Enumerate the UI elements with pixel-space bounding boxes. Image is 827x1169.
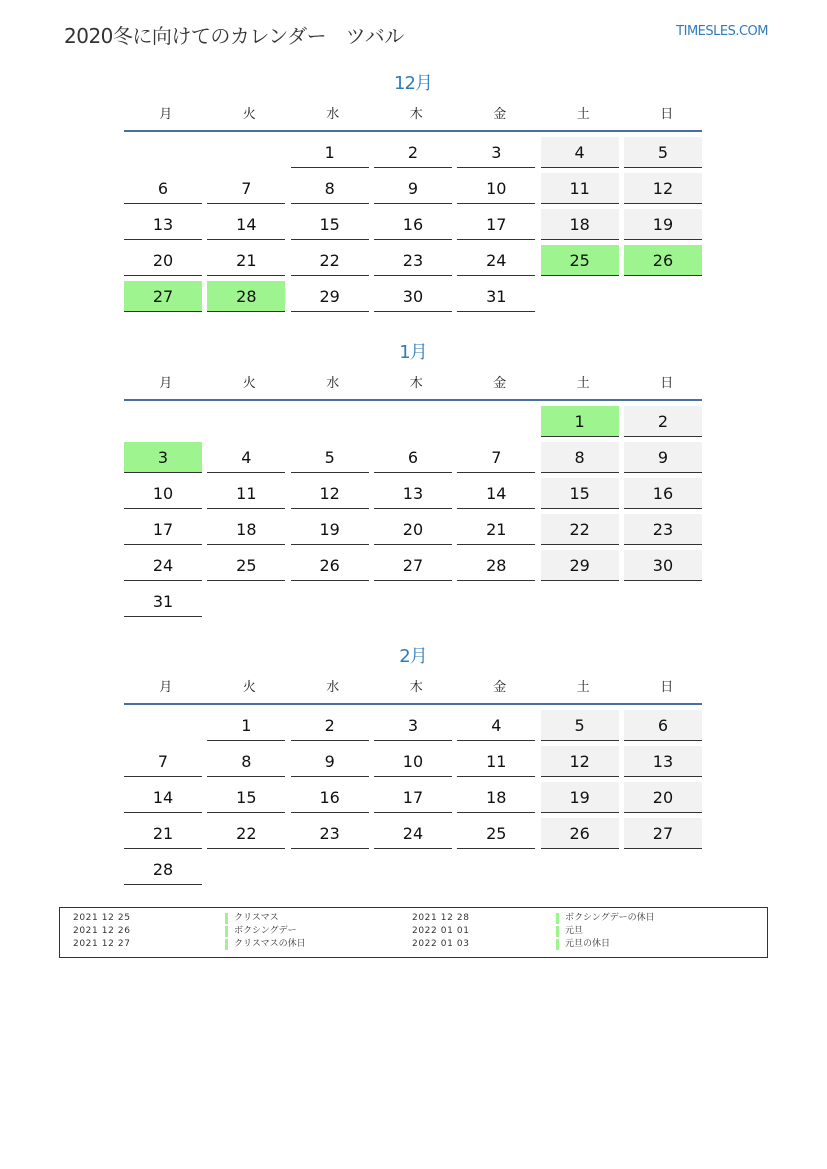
day-cell[interactable]: 6 — [124, 173, 202, 204]
holiday-name: ボクシングデー — [225, 926, 297, 937]
day-cell[interactable]: 17 — [374, 782, 452, 813]
weekend-day-cell[interactable]: 5 — [541, 710, 619, 741]
legend-row — [60, 939, 767, 951]
weekday-label: 木 — [409, 680, 423, 695]
day-cell[interactable]: 7 — [207, 173, 285, 204]
month-title: 1月 — [399, 342, 427, 363]
weekday-header — [124, 373, 702, 401]
day-cell[interactable]: 23 — [291, 818, 369, 849]
weekend-day-cell[interactable]: 30 — [624, 550, 702, 581]
weekend-day-cell[interactable]: 15 — [541, 478, 619, 509]
day-cell[interactable]: 21 — [457, 514, 535, 545]
holiday-name: ボクシングデーの休日 — [556, 913, 655, 924]
day-cell[interactable]: 23 — [374, 245, 452, 276]
weekend-day-cell[interactable]: 8 — [541, 442, 619, 473]
weekend-day-cell[interactable]: 19 — [624, 209, 702, 240]
holiday-date: 2021 12 26 — [73, 926, 131, 936]
weekday-label: 月 — [159, 376, 173, 391]
brand-logo[interactable]: TIMESLES.COM — [676, 24, 768, 39]
weekday-label: 金 — [493, 107, 507, 122]
weekday-label: 金 — [493, 680, 507, 695]
day-cell[interactable]: 16 — [374, 209, 452, 240]
day-cell[interactable]: 22 — [291, 245, 369, 276]
day-grid — [124, 406, 702, 617]
holiday-name: クリスマスの休日 — [225, 939, 306, 950]
weekday-label: 水 — [326, 376, 340, 391]
holiday-day-cell[interactable]: 1 — [541, 406, 619, 437]
day-cell[interactable]: 2 — [374, 137, 452, 168]
weekend-day-cell[interactable]: 23 — [624, 514, 702, 545]
day-cell[interactable]: 11 — [457, 746, 535, 777]
weekday-label: 火 — [242, 680, 256, 695]
day-cell[interactable]: 9 — [291, 746, 369, 777]
day-cell[interactable]: 3 — [374, 710, 452, 741]
day-cell[interactable]: 14 — [457, 478, 535, 509]
day-cell[interactable]: 18 — [207, 514, 285, 545]
weekend-day-cell[interactable]: 27 — [624, 818, 702, 849]
weekday-label: 木 — [409, 107, 423, 122]
holiday-date: 2022 01 01 — [412, 926, 470, 936]
weekend-day-cell[interactable]: 18 — [541, 209, 619, 240]
day-cell[interactable]: 12 — [291, 478, 369, 509]
month-january — [124, 341, 702, 617]
day-cell[interactable]: 25 — [457, 818, 535, 849]
weekday-header — [124, 677, 702, 705]
weekend-day-cell[interactable]: 6 — [624, 710, 702, 741]
day-cell[interactable]: 8 — [291, 173, 369, 204]
weekend-day-cell[interactable]: 22 — [541, 514, 619, 545]
month-december — [124, 72, 702, 312]
weekend-day-cell[interactable]: 19 — [541, 782, 619, 813]
day-cell[interactable]: 28 — [124, 854, 202, 885]
holiday-day-cell[interactable]: 26 — [624, 245, 702, 276]
holiday-date: 2021 12 27 — [73, 939, 131, 949]
day-grid — [124, 710, 702, 885]
weekend-day-cell[interactable]: 11 — [541, 173, 619, 204]
weekend-day-cell[interactable]: 2 — [624, 406, 702, 437]
day-cell[interactable]: 15 — [207, 782, 285, 813]
weekday-label: 水 — [326, 107, 340, 122]
day-cell[interactable]: 9 — [374, 173, 452, 204]
weekday-label: 火 — [242, 107, 256, 122]
empty-cell — [124, 137, 202, 168]
day-cell[interactable]: 20 — [124, 245, 202, 276]
weekday-header — [124, 104, 702, 132]
weekday-label: 土 — [576, 680, 590, 695]
day-cell[interactable]: 25 — [207, 550, 285, 581]
day-cell[interactable]: 18 — [457, 782, 535, 813]
weekday-label: 日 — [660, 680, 674, 695]
empty-cell — [291, 406, 369, 437]
holiday-day-cell[interactable]: 3 — [124, 442, 202, 473]
weekend-day-cell[interactable]: 9 — [624, 442, 702, 473]
day-cell[interactable]: 6 — [374, 442, 452, 473]
weekday-label: 月 — [159, 107, 173, 122]
weekday-label: 金 — [493, 376, 507, 391]
weekday-label: 日 — [660, 376, 674, 391]
day-cell[interactable]: 20 — [374, 514, 452, 545]
empty-cell — [207, 406, 285, 437]
day-cell[interactable]: 24 — [374, 818, 452, 849]
day-cell[interactable]: 14 — [207, 209, 285, 240]
weekend-day-cell[interactable]: 13 — [624, 746, 702, 777]
weekend-day-cell[interactable]: 12 — [541, 746, 619, 777]
day-cell[interactable]: 5 — [291, 442, 369, 473]
day-cell[interactable]: 24 — [457, 245, 535, 276]
day-cell[interactable]: 14 — [124, 782, 202, 813]
day-cell[interactable]: 17 — [124, 514, 202, 545]
empty-cell — [457, 406, 535, 437]
empty-cell — [124, 406, 202, 437]
holiday-date: 2022 01 03 — [412, 939, 470, 949]
holiday-day-cell[interactable]: 27 — [124, 281, 202, 312]
weekend-day-cell[interactable]: 4 — [541, 137, 619, 168]
page-title: 2020冬に向けてのカレンダー ツバル — [64, 24, 404, 48]
day-cell[interactable]: 21 — [124, 818, 202, 849]
day-cell[interactable]: 17 — [457, 209, 535, 240]
weekday-label: 日 — [660, 107, 674, 122]
day-cell[interactable]: 10 — [374, 746, 452, 777]
weekday-label: 土 — [576, 376, 590, 391]
day-cell[interactable]: 30 — [374, 281, 452, 312]
day-cell[interactable]: 24 — [124, 550, 202, 581]
day-cell[interactable]: 13 — [124, 209, 202, 240]
weekend-day-cell[interactable]: 26 — [541, 818, 619, 849]
day-cell[interactable]: 8 — [207, 746, 285, 777]
day-cell[interactable]: 11 — [207, 478, 285, 509]
month-title: 12月 — [394, 73, 432, 94]
day-cell[interactable]: 10 — [124, 478, 202, 509]
holiday-day-cell[interactable]: 25 — [541, 245, 619, 276]
empty-cell — [374, 406, 452, 437]
holiday-legend — [59, 907, 768, 958]
weekday-label: 火 — [242, 376, 256, 391]
month-february — [124, 645, 702, 885]
day-cell[interactable]: 7 — [457, 442, 535, 473]
day-cell[interactable]: 27 — [374, 550, 452, 581]
weekday-label: 土 — [576, 107, 590, 122]
day-cell[interactable]: 13 — [374, 478, 452, 509]
legend-row — [60, 926, 767, 938]
day-cell[interactable]: 3 — [457, 137, 535, 168]
day-cell[interactable]: 31 — [457, 281, 535, 312]
day-cell[interactable]: 21 — [207, 245, 285, 276]
legend-row — [60, 913, 767, 925]
weekend-day-cell[interactable]: 20 — [624, 782, 702, 813]
day-cell[interactable]: 10 — [457, 173, 535, 204]
holiday-date: 2021 12 25 — [73, 913, 131, 923]
holiday-name: クリスマス — [225, 913, 279, 924]
day-cell[interactable]: 1 — [207, 710, 285, 741]
day-cell[interactable]: 26 — [291, 550, 369, 581]
weekend-day-cell[interactable]: 16 — [624, 478, 702, 509]
day-grid — [124, 137, 702, 312]
weekend-day-cell[interactable]: 5 — [624, 137, 702, 168]
day-cell[interactable]: 4 — [457, 710, 535, 741]
weekday-label: 月 — [159, 680, 173, 695]
day-cell[interactable]: 1 — [291, 137, 369, 168]
weekend-day-cell[interactable]: 29 — [541, 550, 619, 581]
day-cell[interactable]: 31 — [124, 586, 202, 617]
weekend-day-cell[interactable]: 12 — [624, 173, 702, 204]
day-cell[interactable]: 19 — [291, 514, 369, 545]
holiday-name: 元旦の休日 — [556, 939, 610, 950]
holiday-name: 元旦 — [556, 926, 583, 937]
month-title: 2月 — [399, 646, 427, 667]
day-cell[interactable]: 28 — [457, 550, 535, 581]
weekday-label: 水 — [326, 680, 340, 695]
empty-cell — [124, 710, 202, 741]
day-cell[interactable]: 2 — [291, 710, 369, 741]
day-cell[interactable]: 7 — [124, 746, 202, 777]
holiday-day-cell[interactable]: 28 — [207, 281, 285, 312]
day-cell[interactable]: 4 — [207, 442, 285, 473]
day-cell[interactable]: 16 — [291, 782, 369, 813]
empty-cell — [207, 137, 285, 168]
weekday-label: 木 — [409, 376, 423, 391]
day-cell[interactable]: 22 — [207, 818, 285, 849]
day-cell[interactable]: 15 — [291, 209, 369, 240]
day-cell[interactable]: 29 — [291, 281, 369, 312]
holiday-date: 2021 12 28 — [412, 913, 470, 923]
